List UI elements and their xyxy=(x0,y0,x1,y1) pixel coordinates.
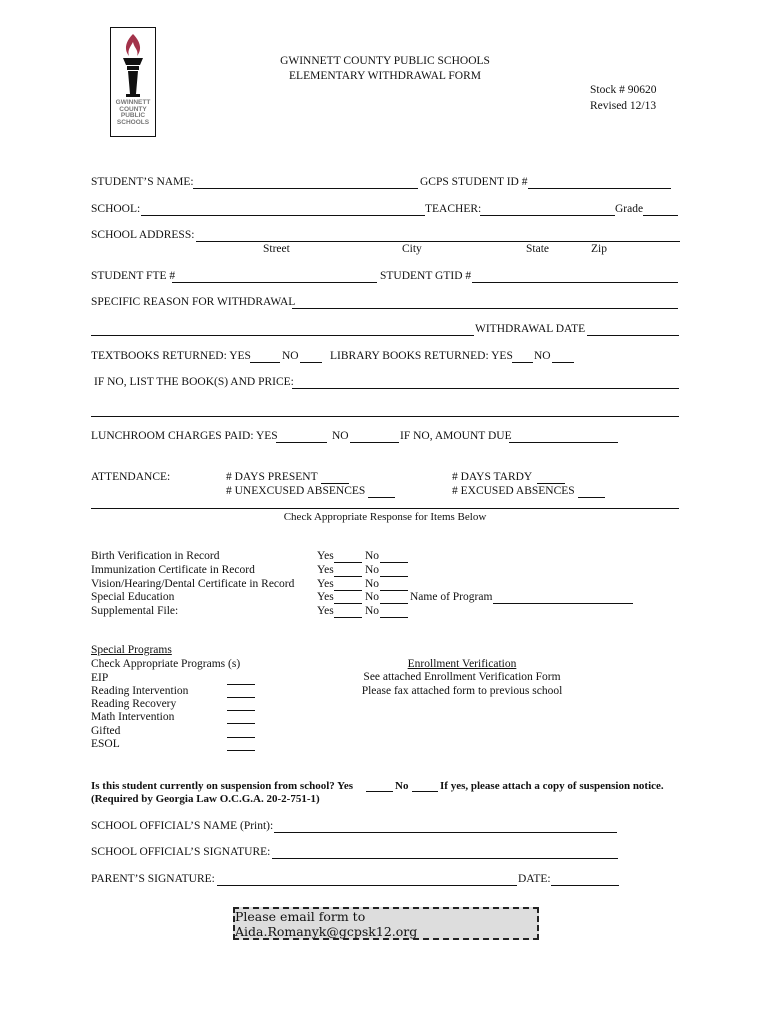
teacher-label: TEACHER: xyxy=(425,203,482,215)
vision-yes-field[interactable] xyxy=(334,590,362,591)
program-reading-intervention-field[interactable] xyxy=(227,697,255,698)
special-ed-no-label: No xyxy=(365,591,380,603)
list-books-field-2[interactable] xyxy=(91,416,679,417)
form-title: ELEMENTARY WITHDRAWAL FORM xyxy=(289,70,481,82)
amount-due-field[interactable] xyxy=(509,442,618,443)
school-address-field[interactable] xyxy=(196,241,680,242)
checklist-item-supplemental: Supplemental File: xyxy=(91,605,179,617)
withdrawal-date-label: WITHDRAWAL DATE xyxy=(475,323,586,335)
days-present-label: # DAYS PRESENT xyxy=(226,471,318,483)
gcps-logo xyxy=(110,27,156,137)
withdrawal-reason-field[interactable] xyxy=(292,308,678,309)
special-ed-yes-label: Yes xyxy=(317,591,334,603)
suspension-instruction: If yes, please attach a copy of suspension notice. xyxy=(440,780,664,792)
immunization-yes-label: Yes xyxy=(317,564,334,576)
immunization-yes-field[interactable] xyxy=(334,576,362,577)
checklist-item-birth: Birth Verification in Record xyxy=(91,550,220,562)
library-books-label: LIBRARY BOOKS RETURNED: YES xyxy=(330,350,513,362)
program-eip-field[interactable] xyxy=(227,684,255,685)
program-esol-field[interactable] xyxy=(227,750,255,751)
program-name-field[interactable] xyxy=(493,603,633,604)
enrollment-verification-line1: See attached Enrollment Verification Form xyxy=(363,671,561,683)
program-eip: EIP xyxy=(91,672,109,684)
stock-number: Stock # 90620 xyxy=(590,84,657,96)
special-programs-title: Special Programs xyxy=(91,644,172,656)
student-name-field[interactable] xyxy=(193,188,418,189)
program-reading-intervention: Reading Intervention xyxy=(91,685,189,697)
torch-icon xyxy=(111,28,155,100)
days-tardy-field[interactable] xyxy=(537,483,565,484)
supplemental-no-field[interactable] xyxy=(380,617,408,618)
amount-due-label: IF NO, AMOUNT DUE xyxy=(400,430,512,442)
grade-field[interactable] xyxy=(643,215,678,216)
birth-no-field[interactable] xyxy=(380,562,408,563)
birth-yes-label: Yes xyxy=(317,550,334,562)
program-reading-recovery: Reading Recovery xyxy=(91,698,177,710)
lunch-charges-label: LUNCHROOM CHARGES PAID: YES xyxy=(91,430,278,442)
unexcused-absences-field[interactable] xyxy=(368,497,395,498)
official-name-label: SCHOOL OFFICIAL’S NAME (Print): xyxy=(91,820,274,832)
student-fte-field[interactable] xyxy=(172,282,377,283)
enrollment-verification-title: Enrollment Verification xyxy=(407,658,517,670)
checklist-item-special-ed: Special Education xyxy=(91,591,175,603)
withdrawal-reason-label: SPECIFIC REASON FOR WITHDRAWAL xyxy=(91,296,296,308)
date-field[interactable] xyxy=(551,885,619,886)
lunch-yes-field[interactable] xyxy=(276,442,327,443)
checklist-item-vision: Vision/Hearing/Dental Certificate in Record xyxy=(91,578,295,590)
gcps-id-label: GCPS STUDENT ID # xyxy=(420,176,528,188)
vision-no-label: No xyxy=(365,578,380,590)
logo-text: GWINNETT COUNTY PUBLIC SCHOOLS xyxy=(115,99,151,126)
days-tardy-label: # DAYS TARDY xyxy=(452,471,533,483)
immunization-no-field[interactable] xyxy=(380,576,408,577)
suspension-yes-field[interactable] xyxy=(366,791,393,792)
georgia-law-note: (Required by Georgia Law O.C.G.A. 20-2-751-1) xyxy=(91,793,320,805)
enrollment-verification-line2: Please fax attached form to previous school xyxy=(361,685,563,697)
vision-no-field[interactable] xyxy=(380,590,408,591)
supplemental-yes-label: Yes xyxy=(317,605,334,617)
teacher-field[interactable] xyxy=(480,215,615,216)
program-math-intervention: Math Intervention xyxy=(91,711,175,723)
textbooks-label: TEXTBOOKS RETURNED: YES xyxy=(91,350,251,362)
lunch-no-field[interactable] xyxy=(350,442,399,443)
parent-signature-label: PARENT’S SIGNATURE: xyxy=(91,873,215,885)
grade-label: Grade xyxy=(615,203,644,215)
official-name-field[interactable] xyxy=(274,832,617,833)
excused-absences-label: # EXCUSED ABSENCES xyxy=(452,485,575,497)
program-name-label: Name of Program xyxy=(410,591,493,603)
check-section-title: Check Appropriate Response for Items Below xyxy=(283,511,487,523)
unexcused-absences-label: # UNEXCUSED ABSENCES xyxy=(226,485,366,497)
program-esol: ESOL xyxy=(91,738,120,750)
date-label: DATE: xyxy=(518,873,551,885)
official-signature-field[interactable] xyxy=(272,858,618,859)
program-reading-recovery-field[interactable] xyxy=(227,710,255,711)
withdrawal-reason-field-2[interactable] xyxy=(91,335,474,336)
state-caption: State xyxy=(526,243,549,255)
student-name-label: STUDENT’S NAME: xyxy=(91,176,194,188)
special-ed-no-field[interactable] xyxy=(380,603,408,604)
school-field[interactable] xyxy=(141,215,425,216)
checklist-item-immunization: Immunization Certificate in Record xyxy=(91,564,255,576)
attendance-label: ATTENDANCE: xyxy=(91,471,171,483)
zip-caption: Zip xyxy=(591,243,607,255)
library-yes-field[interactable] xyxy=(512,362,533,363)
supplemental-yes-field[interactable] xyxy=(334,617,362,618)
section-divider xyxy=(91,508,679,509)
suspension-no-field[interactable] xyxy=(412,791,438,792)
street-caption: Street xyxy=(263,243,290,255)
program-gifted: Gifted xyxy=(91,725,121,737)
library-no-label: NO xyxy=(534,350,551,362)
lunch-no-label: NO xyxy=(332,430,349,442)
suspension-no-label: No xyxy=(395,780,409,792)
birth-no-label: No xyxy=(365,550,380,562)
textbooks-no-field[interactable] xyxy=(300,362,322,363)
supplemental-no-label: No xyxy=(365,605,380,617)
special-ed-yes-field[interactable] xyxy=(334,603,362,604)
email-instruction-text: Please email form to Aida.Romanyk@gcpsk12.org xyxy=(235,908,418,939)
district-title: GWINNETT COUNTY PUBLIC SCHOOLS xyxy=(280,55,490,67)
program-math-intervention-field[interactable] xyxy=(227,723,255,724)
birth-yes-field[interactable] xyxy=(334,562,362,563)
library-no-field[interactable] xyxy=(552,362,574,363)
school-address-label: SCHOOL ADDRESS: xyxy=(91,229,195,241)
student-fte-label: STUDENT FTE # xyxy=(91,270,176,282)
student-gtid-field[interactable] xyxy=(472,282,678,283)
immunization-no-label: No xyxy=(365,564,380,576)
days-present-field[interactable] xyxy=(321,483,349,484)
email-instruction-box xyxy=(233,907,539,940)
list-books-label: IF NO, LIST THE BOOK(S) AND PRICE: xyxy=(94,376,294,388)
school-label: SCHOOL: xyxy=(91,203,141,215)
parent-signature-field[interactable] xyxy=(217,885,517,886)
revised-date: Revised 12/13 xyxy=(590,100,657,112)
official-signature-label: SCHOOL OFFICIAL’S SIGNATURE: xyxy=(91,846,271,858)
program-gifted-field[interactable] xyxy=(227,737,255,738)
suspension-question: Is this student currently on suspension from school? Yes xyxy=(91,780,354,792)
withdrawal-date-field[interactable] xyxy=(587,335,679,336)
vision-yes-label: Yes xyxy=(317,578,334,590)
city-caption: City xyxy=(402,243,422,255)
excused-absences-field[interactable] xyxy=(578,497,605,498)
textbooks-no-label: NO xyxy=(282,350,299,362)
gcps-id-field[interactable] xyxy=(528,188,671,189)
list-books-field[interactable] xyxy=(292,388,679,389)
special-programs-subtitle: Check Appropriate Programs (s) xyxy=(91,658,241,670)
textbooks-yes-field[interactable] xyxy=(250,362,280,363)
student-gtid-label: STUDENT GTID # xyxy=(380,270,472,282)
